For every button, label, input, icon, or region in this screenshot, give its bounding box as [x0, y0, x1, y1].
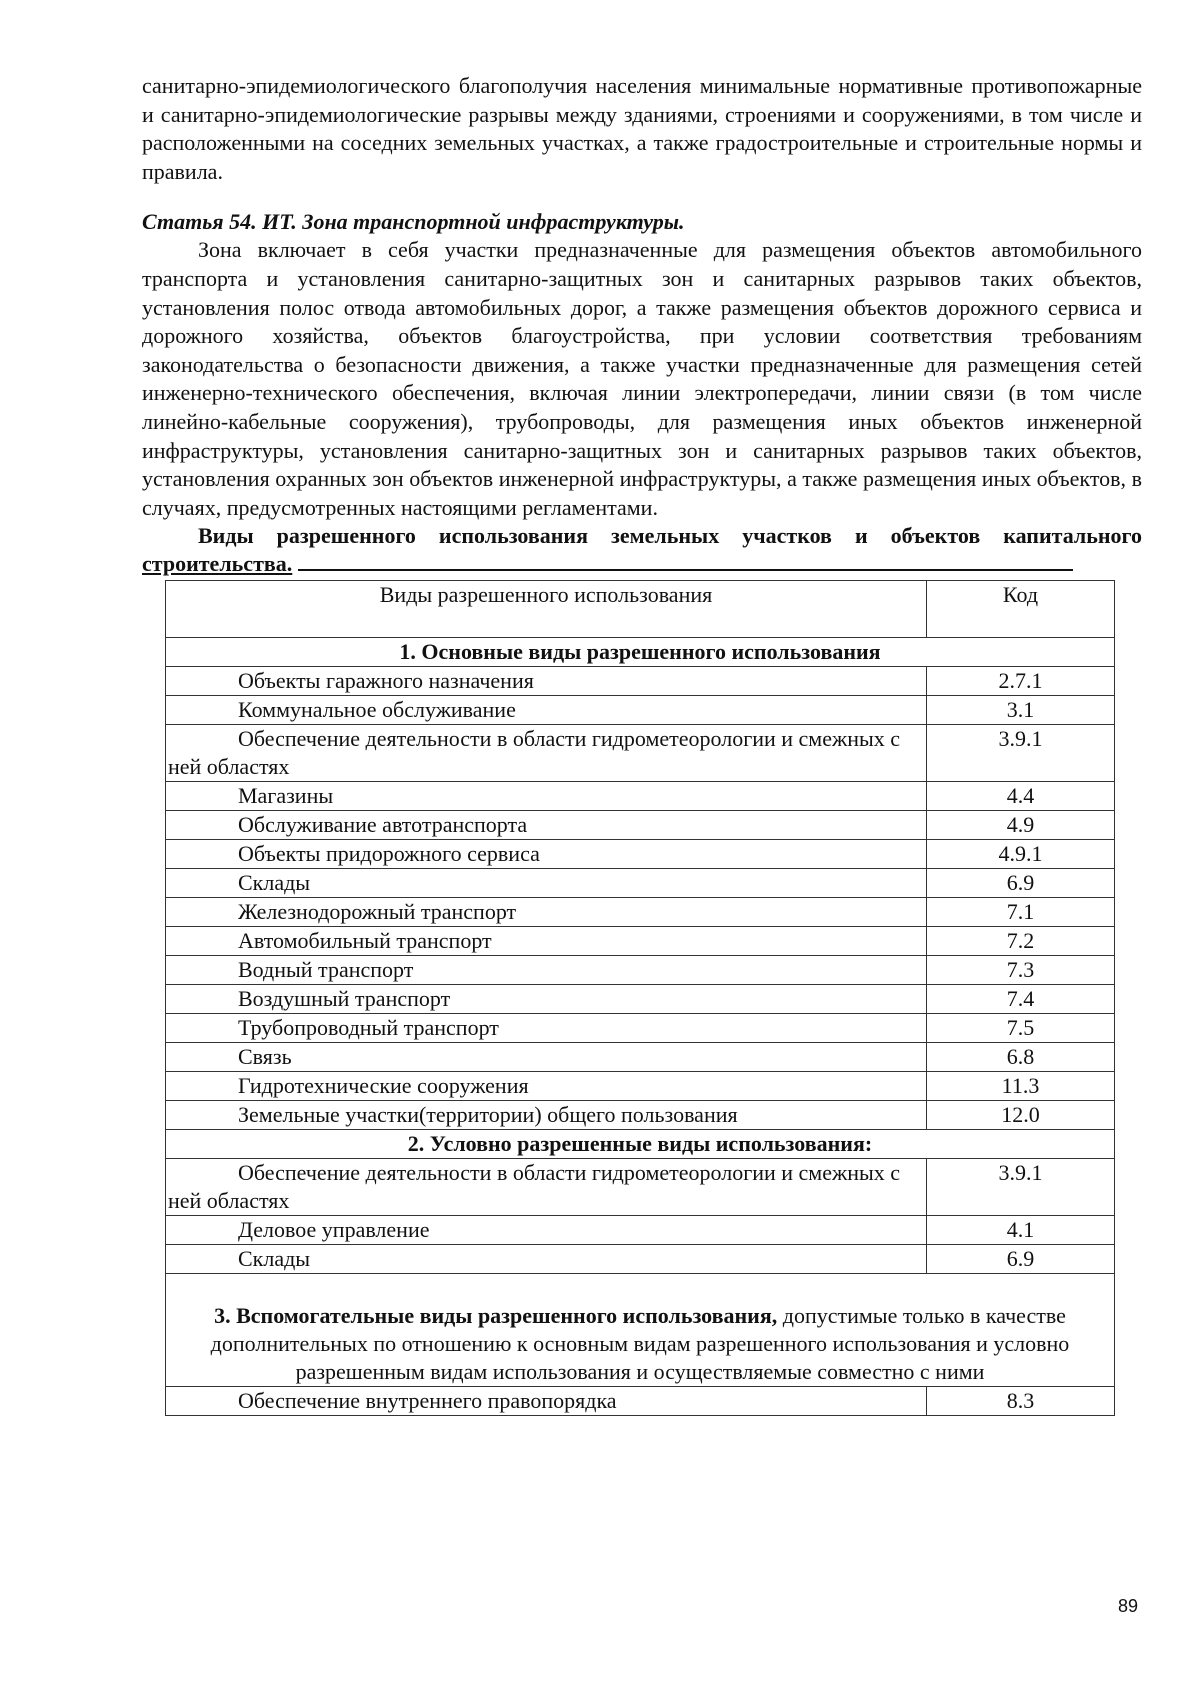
use-name: Земельные участки(территории) общего пользования	[238, 1102, 738, 1127]
use-code: 3.9.1	[927, 1159, 1115, 1216]
section-2-title: 2. Условно разрешенные виды использования:	[166, 1130, 1115, 1159]
table-row	[166, 869, 1115, 898]
table-row	[166, 985, 1115, 1014]
table-row	[166, 1387, 1115, 1416]
use-name: Связь	[238, 1044, 292, 1069]
title-underline	[298, 551, 1073, 571]
table-row	[166, 696, 1115, 725]
use-name-cell	[166, 667, 927, 696]
intro-paragraph: санитарно-эпидемиологического благополучия населения минимальные нормативные противопожарные и санитарно-эпидемиологические разрывы между зданиями, строениями и сооружениями, в том числе и расположенными на соседних земельных участках, а также градостроительные и строительные нормы и правила.	[142, 73, 1142, 184]
table-row	[166, 956, 1115, 985]
use-name-cell	[166, 725, 927, 782]
use-code: 3.1	[927, 696, 1115, 725]
use-name-cell	[166, 1387, 927, 1416]
table-row	[166, 1245, 1115, 1274]
table-row	[166, 927, 1115, 956]
table-row	[166, 1159, 1115, 1216]
use-code: 3.9.1	[927, 725, 1115, 782]
use-code: 7.3	[927, 956, 1115, 985]
use-name-cell	[166, 1043, 927, 1072]
use-name-cell	[166, 1245, 927, 1274]
use-name: Склады	[238, 870, 311, 895]
use-name-cell	[166, 696, 927, 725]
section-3-spacer	[168, 1274, 1112, 1302]
table-row	[166, 1043, 1115, 1072]
use-name-cell	[166, 1072, 927, 1101]
use-name-cell	[166, 898, 927, 927]
table-row	[166, 840, 1115, 869]
use-name: Воздушный транспорт	[238, 986, 451, 1011]
table-header-row	[166, 581, 1115, 638]
use-code: 6.8	[927, 1043, 1115, 1072]
use-code: 4.9.1	[927, 840, 1115, 869]
use-name: Железнодорожный транспорт	[238, 899, 517, 924]
section-3-row	[166, 1274, 1115, 1387]
use-name: Магазины	[238, 783, 334, 808]
use-code: 4.4	[927, 782, 1115, 811]
use-name-cell	[166, 1014, 927, 1043]
section-3-cell	[166, 1274, 1115, 1387]
use-name: Обеспечение деятельности в области гидрометеорологии и смежных с ней областях	[168, 1160, 901, 1213]
use-name: Обеспечение внутреннего правопорядка	[238, 1388, 617, 1413]
use-code: 8.3	[927, 1387, 1115, 1416]
table-title-tail: строительства.	[142, 551, 293, 577]
use-name-cell	[166, 1216, 927, 1245]
use-name-cell	[166, 927, 927, 956]
land-use-table	[165, 580, 1115, 1416]
use-name-cell	[166, 840, 927, 869]
table-row	[166, 811, 1115, 840]
table-row	[166, 667, 1115, 696]
land-use-table-body	[166, 581, 1115, 1416]
use-code: 12.0	[927, 1101, 1115, 1130]
table-row	[166, 1072, 1115, 1101]
use-name: Трубопроводный транспорт	[238, 1015, 499, 1040]
use-code: 2.7.1	[927, 667, 1115, 696]
use-name: Коммунальное обслуживание	[238, 697, 516, 722]
use-name: Автомобильный транспорт	[238, 928, 492, 953]
use-code: 7.1	[927, 898, 1115, 927]
use-name: Объекты придорожного сервиса	[238, 841, 540, 866]
section-3-title: 3. Вспомогательные виды разрешенного использования,	[214, 1303, 778, 1328]
use-name: Склады	[238, 1246, 311, 1271]
table-row	[166, 782, 1115, 811]
use-name-cell	[166, 869, 927, 898]
use-code: 6.9	[927, 869, 1115, 898]
section-1-row	[166, 638, 1115, 667]
section-1-title: 1. Основные виды разрешенного использования	[166, 638, 1115, 667]
use-name-cell	[166, 811, 927, 840]
use-name-cell	[166, 956, 927, 985]
article-heading: Статья 54. ИТ. Зона транспортной инфраструктуры.	[142, 209, 685, 235]
use-name: Объекты гаражного назначения	[238, 668, 534, 693]
use-name: Обслуживание автотранспорта	[238, 812, 528, 837]
use-code: 11.3	[927, 1072, 1115, 1101]
use-name: Деловое управление	[238, 1217, 430, 1242]
use-name-cell	[166, 985, 927, 1014]
page-content	[142, 72, 1142, 578]
table-title-main: Виды разрешенного использования земельных участков и объектов капитального	[198, 523, 1142, 549]
header-code-cell: Код	[927, 581, 1115, 638]
use-name-cell	[166, 1159, 927, 1216]
table-title	[142, 522, 1142, 578]
use-name: Обеспечение деятельности в области гидрометеорологии и смежных с ней областях	[168, 726, 901, 779]
use-code: 7.5	[927, 1014, 1115, 1043]
section-2-row	[166, 1130, 1115, 1159]
use-name: Гидротехнические сооружения	[238, 1073, 529, 1098]
use-name-cell	[166, 782, 927, 811]
table-row	[166, 1014, 1115, 1043]
table-row	[166, 1216, 1115, 1245]
page-number: 89	[1118, 1596, 1139, 1616]
use-code: 4.1	[927, 1216, 1115, 1245]
article-paragraph: Зона включает в себя участки предназначенные для размещения объектов автомобильного транспорта и установления санитарно-защитных зон и санитарных разрывов таких объектов, установления полос отвода автомобильных дорог, а также размещения объектов дорожного сервиса и дорожного хозяйства, объектов благоустройства, при условии соответствия требованиям законодательства о безопасности движения, а также участки предназначенные для размещения сетей инженерно-технического обеспечения, включая линии электропередачи, линии связи (в том числе линейно-кабельные сооружения), трубопроводы, для размещения иных объектов инженерной инфраструктуры, установления санитарно-защитных зон и санитарных разрывов таких объектов, установления охранных зон объектов инженерной инфраструктуры, а также размещения иных объектов, в случаях, предусмотренных настоящими регламентами.	[142, 237, 1142, 520]
use-name: Водный транспорт	[238, 957, 414, 982]
table-row	[166, 1101, 1115, 1130]
use-name-cell	[166, 1101, 927, 1130]
header-name-cell: Виды разрешенного использования	[166, 581, 927, 638]
section-3-description: допустимые только в качестве дополнительных по отношению к основным видам разрешенного использования и условно разрешенным видам использования и осуществляемые совместно с ними	[210, 1303, 1070, 1384]
use-code: 4.9	[927, 811, 1115, 840]
table-row	[166, 725, 1115, 782]
use-code: 7.2	[927, 927, 1115, 956]
use-code: 6.9	[927, 1245, 1115, 1274]
table-row	[166, 898, 1115, 927]
use-code: 7.4	[927, 985, 1115, 1014]
